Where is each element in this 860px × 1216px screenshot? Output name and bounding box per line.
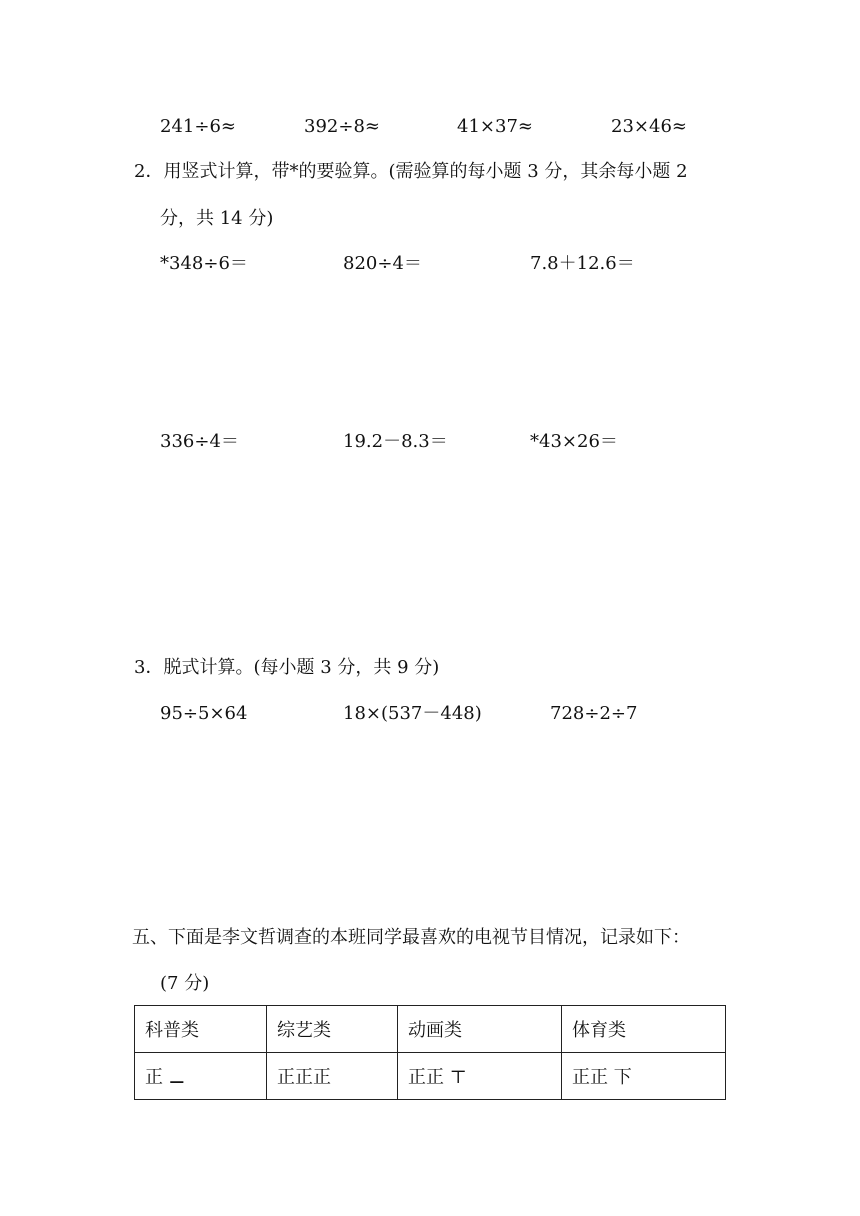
vertical-calc-problem: 19.2－8.3＝ bbox=[343, 431, 448, 452]
step-calc-problem: 95÷5×64 bbox=[160, 703, 248, 724]
step-calc-problem: 728÷2÷7 bbox=[550, 703, 638, 724]
table-header-cell: 体育类 bbox=[562, 1006, 726, 1053]
vertical-calc-problem: *348÷6＝ bbox=[160, 253, 248, 274]
estimate-item: 241÷6≈ bbox=[160, 116, 236, 137]
vertical-calc-problem: 7.8＋12.6＝ bbox=[530, 253, 635, 274]
tally-cell: 正正 ⊤ bbox=[398, 1053, 562, 1100]
table-header-row bbox=[135, 1006, 726, 1053]
question-2-instruction-cont: 分，共 14 分) bbox=[160, 208, 274, 229]
table-row bbox=[135, 1053, 726, 1100]
step-calc-problem: 18×(537－448) bbox=[343, 703, 482, 724]
vertical-calc-problem: 820÷4＝ bbox=[343, 253, 422, 274]
vertical-calc-problem: *43×26＝ bbox=[530, 431, 618, 452]
table-header-cell: 动画类 bbox=[398, 1006, 562, 1053]
estimate-item: 23×46≈ bbox=[611, 116, 687, 137]
estimate-item: 41×37≈ bbox=[457, 116, 533, 137]
estimate-item: 392÷8≈ bbox=[304, 116, 380, 137]
vertical-calc-problem: 336÷4＝ bbox=[160, 431, 239, 452]
question-3-instruction: 3．脱式计算。(每小题 3 分，共 9 分) bbox=[134, 657, 440, 678]
tally-cell: 正正 下 bbox=[562, 1053, 726, 1100]
tv-survey-table bbox=[134, 1005, 726, 1100]
table-header-cell: 科普类 bbox=[135, 1006, 267, 1053]
question-5-score: (7 分) bbox=[160, 973, 210, 994]
question-5-instruction: 五、下面是李文哲调查的本班同学最喜欢的电视节目情况，记录如下： bbox=[132, 927, 690, 948]
question-2-instruction: 2．用竖式计算，带*的要验算。(需验算的每小题 3 分，其余每小题 2 bbox=[134, 161, 688, 182]
tally-cell: 正正正 bbox=[267, 1053, 398, 1100]
tally-cell: 正 ⚊ bbox=[135, 1053, 267, 1100]
table-header-cell: 综艺类 bbox=[267, 1006, 398, 1053]
